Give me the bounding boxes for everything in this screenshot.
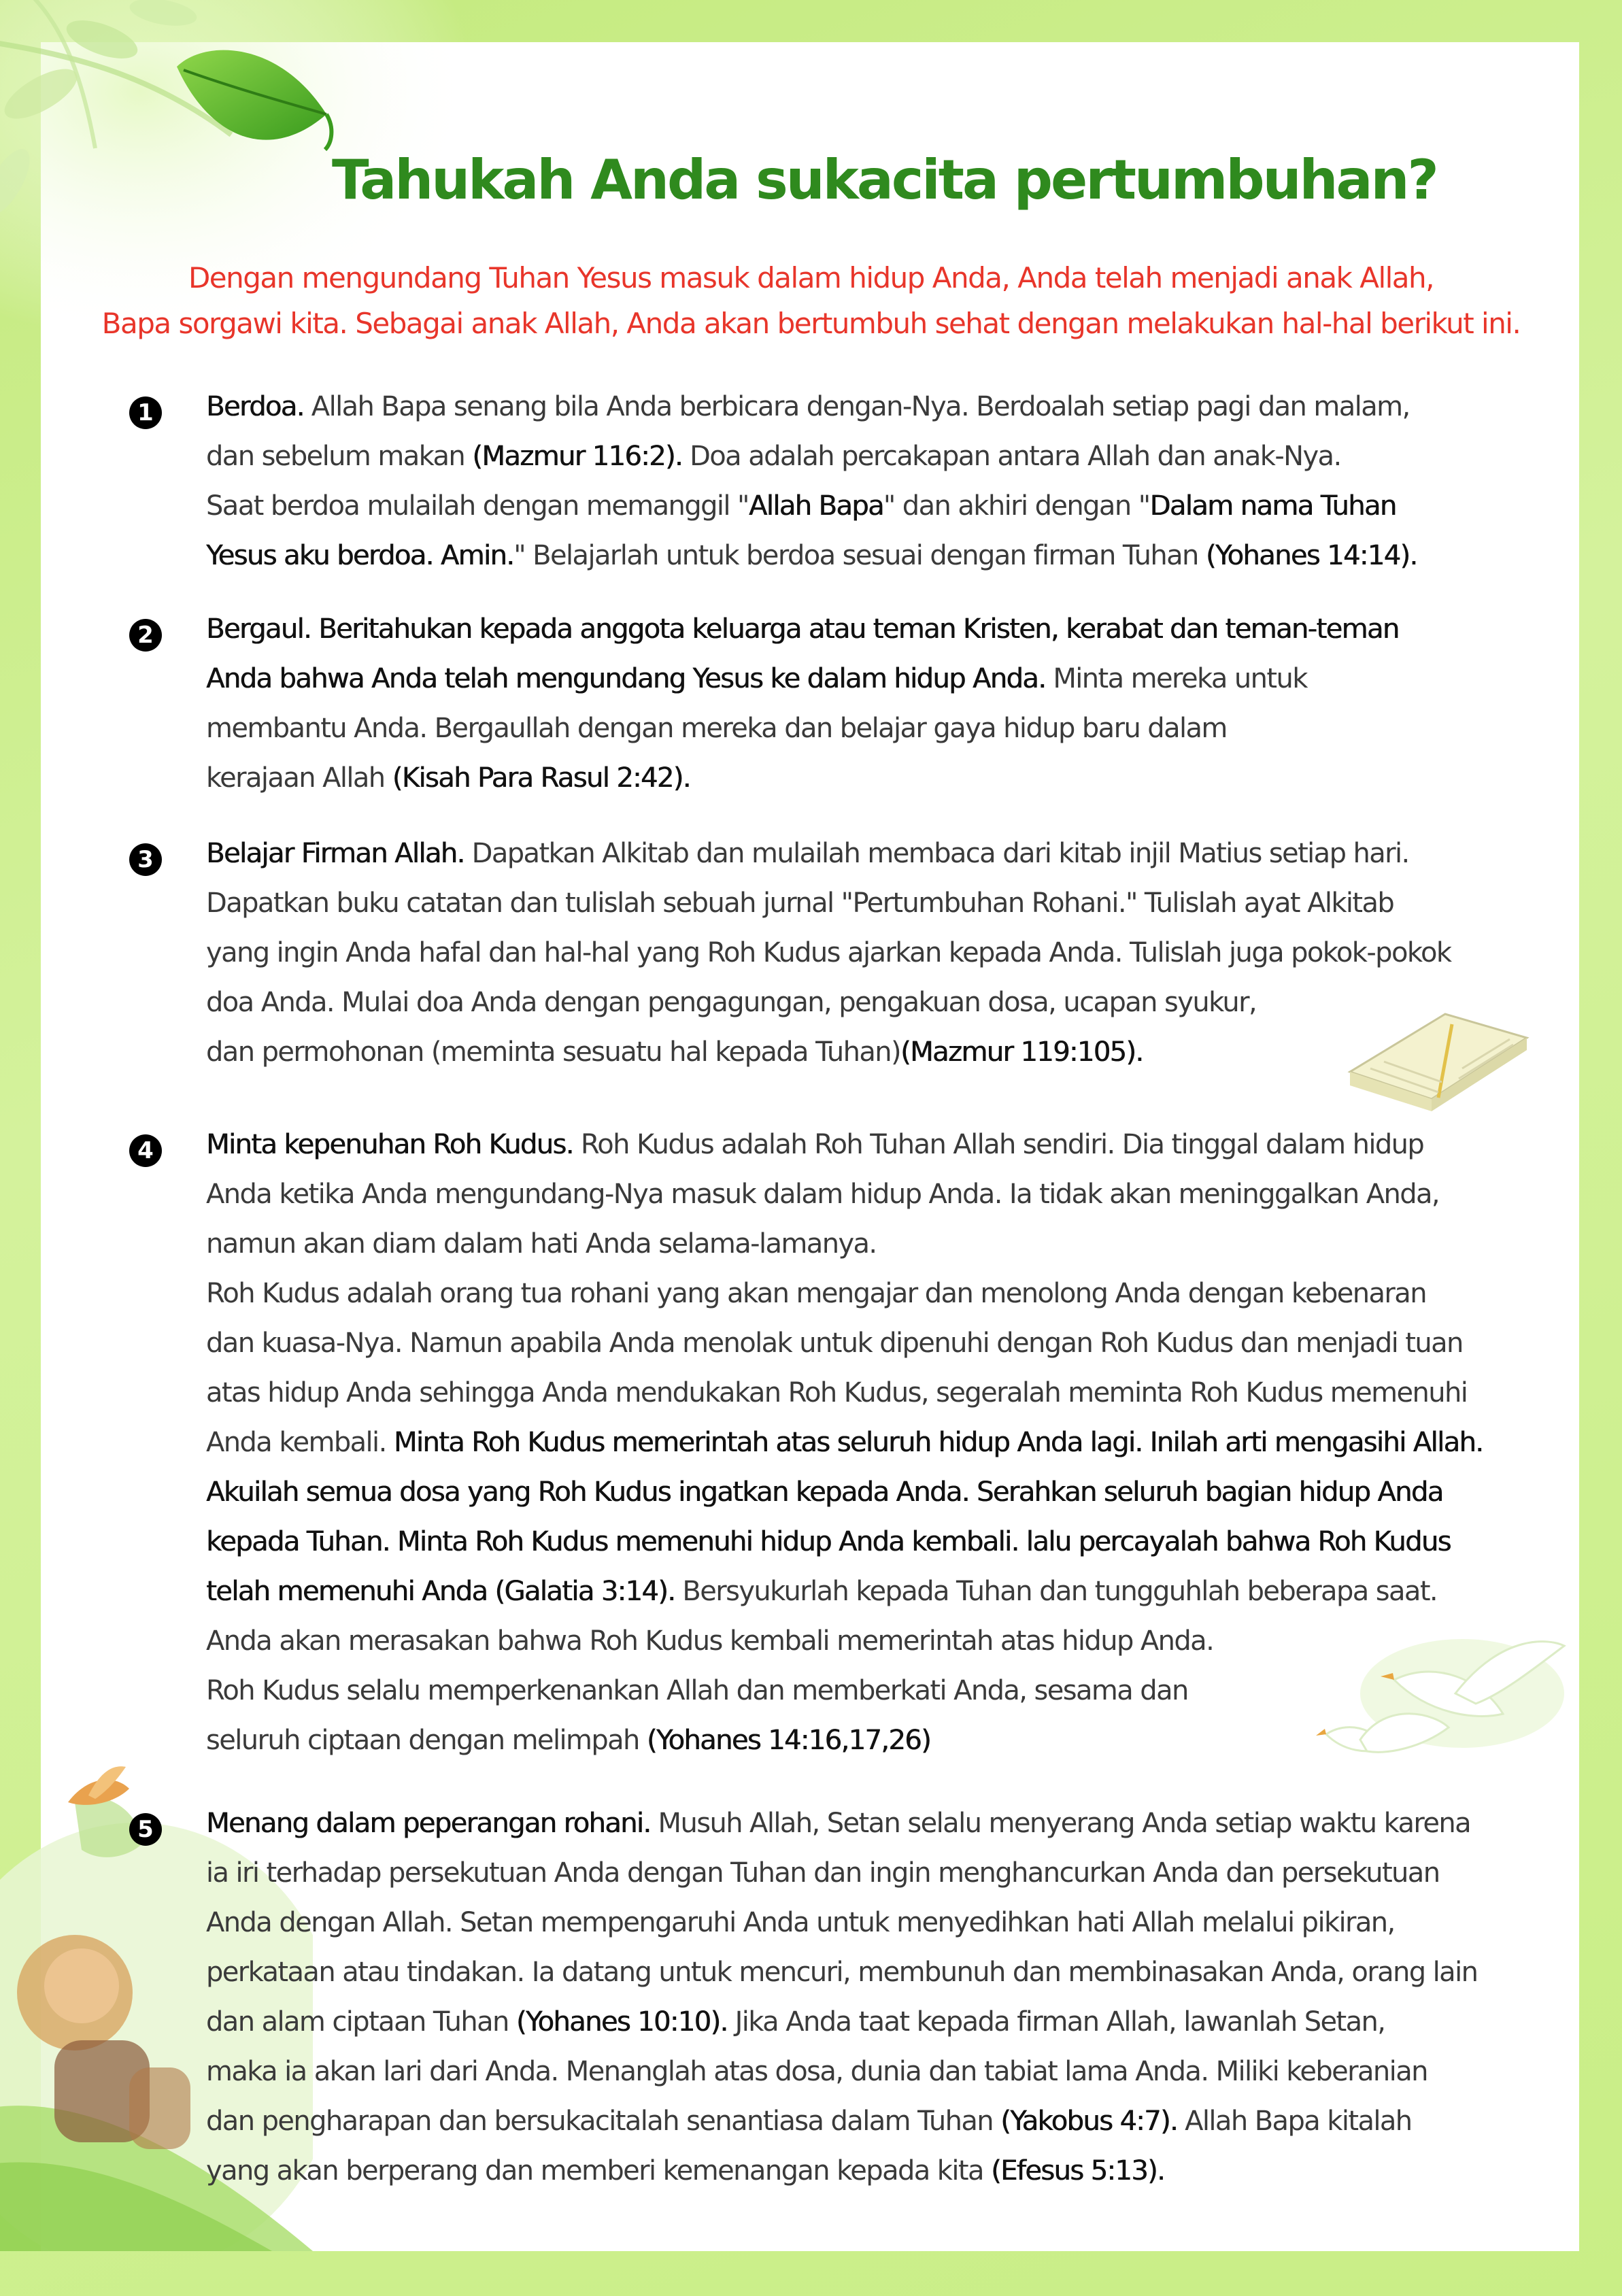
emphasis-text: (Yohanes 14:14).: [1205, 540, 1417, 571]
body-text: perkataan atau tindakan. Ia datang untuk mencuri, membunuh dan membinasakan Anda, orang lain: [206, 1957, 1478, 1988]
body-text: Roh Kudus adalah orang tua rohani yang akan mengajar dan menolong Anda dengan kebenaran: [206, 1278, 1426, 1309]
body-text: doa Anda. Mulai doa Anda dengan pengagungan, pengakuan dosa, ucapan syukur,: [206, 987, 1257, 1018]
body-text: Allah Bapa senang bila Anda berbicara dengan-Nya. Berdoalah setiap pagi dan malam,: [303, 391, 1410, 422]
item-text-line: [206, 1625, 1213, 1657]
emphasis-text: (Yohanes 14:16,17,26): [646, 1725, 930, 1756]
body-text: Saat berdoa mulailah dengan memanggil ": [206, 490, 749, 522]
item-text-line: [206, 490, 1396, 522]
body-text: dan sebelum makan: [206, 441, 473, 472]
intro-line-2: Bapa sorgawi kita. Sebagai anak Allah, Anda akan bertumbuh sehat dengan melakukan hal-hal berikut ini.: [101, 307, 1521, 340]
item-text-line: [206, 2155, 1164, 2187]
item-text-line: [206, 713, 1227, 744]
emphasis-text: kepada Tuhan. Minta Roh Kudus memenuhi hidup Anda kembali. lalu percayalah bahwa Roh Kudus: [206, 1526, 1451, 1557]
item-text-line: [206, 1278, 1426, 1309]
item-text-line: [206, 1725, 930, 1756]
item-number-badge: 2: [129, 619, 162, 652]
emphasis-text: Akuilah semua dosa yang Roh Kudus ingatkan kepada Anda. Serahkan seluruh bagian hidup Anda: [206, 1476, 1443, 1508]
body-text: Anda akan merasakan bahwa Roh Kudus kembali memerintah atas hidup Anda.: [206, 1625, 1214, 1657]
item-text-line: [206, 1808, 1470, 1839]
emphasis-text: Allah Bapa: [748, 490, 883, 522]
emphasis-text: Minta kepenuhan Roh Kudus.: [206, 1129, 573, 1160]
item-text-line: [206, 1427, 1483, 1458]
emphasis-text: (Yakobus 4:7).: [1000, 2106, 1178, 2137]
item-text-line: [206, 1675, 1188, 1706]
item-text-line: [206, 540, 1417, 571]
item-text-line: [206, 663, 1307, 694]
item-text-line: [206, 613, 1398, 645]
emphasis-text: Minta Roh Kudus memerintah atas seluruh hidup Anda lagi. Inilah arti mengasihi Allah.: [393, 1427, 1483, 1458]
body-text: yang akan berperang dan memberi kemenangan kepada kita: [206, 2155, 991, 2187]
body-text: dan permohonan (meminta sesuatu hal kepada Tuhan): [206, 1036, 901, 1068]
item-text-line: [206, 987, 1256, 1018]
item-number-badge: 3: [129, 843, 162, 876]
body-text: Jika Anda taat kepada firman Allah, lawanlah Setan,: [727, 2006, 1385, 2038]
item-text-line: [206, 2006, 1385, 2038]
emphasis-text: Yesus aku berdoa. Amin.: [206, 540, 514, 571]
emphasis-text: (Efesus 5:13).: [991, 2155, 1165, 2187]
emphasis-text: Anda bahwa Anda telah mengundang Yesus ke dalam hidup Anda.: [206, 663, 1046, 694]
item-number-badge: 1: [129, 396, 162, 429]
emphasis-text: Belajar Firman Allah.: [206, 838, 464, 869]
item-text-line: [206, 2106, 1412, 2137]
emphasis-text: (Kisah Para Rasul 2:42).: [392, 762, 690, 794]
emphasis-text: (Mazmur 116:2).: [472, 441, 682, 472]
item-text-line: [206, 1179, 1439, 1210]
body-text: Dapatkan Alkitab dan mulailah membaca dari kitab injil Matius setiap hari.: [464, 838, 1409, 869]
item-text-line: [206, 1328, 1463, 1359]
body-text: Anda dengan Allah. Setan mempengaruhi Anda untuk menyedihkan hati Allah melalui pikiran,: [206, 1907, 1395, 1938]
item-text-line: [206, 1377, 1467, 1408]
body-text: kerajaan Allah: [206, 762, 392, 794]
body-text: seluruh ciptaan dengan melimpah: [206, 1725, 647, 1756]
item-text-line: [206, 1857, 1439, 1889]
body-text: maka ia akan lari dari Anda. Menanglah atas dosa, dunia dan tabiat lama Anda. Miliki keberanian: [206, 2056, 1427, 2087]
body-text: Doa adalah percakapan antara Allah dan anak-Nya.: [681, 441, 1341, 472]
emphasis-text: (Mazmur 119:105).: [900, 1036, 1143, 1068]
body-text: Minta mereka untuk: [1045, 663, 1307, 694]
item-text-line: [206, 1526, 1451, 1557]
body-text: " Belajarlah untuk berdoa sesuai dengan firman Tuhan: [513, 540, 1206, 571]
body-text: Roh Kudus selalu memperkenankan Allah dan memberkati Anda, sesama dan: [206, 1675, 1188, 1706]
body-text: Allah Bapa kitalah: [1177, 2106, 1412, 2137]
body-text: Roh Kudus adalah Roh Tuhan Allah sendiri. Dia tinggal dalam hidup: [573, 1129, 1424, 1160]
item-text-line: [206, 441, 1341, 472]
body-text: yang ingin Anda hafal dan hal-hal yang Roh Kudus ajarkan kepada Anda. Tulislah juga pokok-pokok: [206, 937, 1451, 968]
body-text: " dan akhiri dengan ": [883, 490, 1150, 522]
body-text: dan alam ciptaan Tuhan: [206, 2006, 516, 2038]
item-text-line: [206, 1957, 1477, 1988]
item-text-line: [206, 1036, 1143, 1068]
body-text: Anda ketika Anda mengundang-Nya masuk dalam hidup Anda. Ia tidak akan meninggalkan Anda,: [206, 1179, 1440, 1210]
open-book-illustration: [1343, 997, 1534, 1113]
flying-birds-illustration: [1279, 1619, 1578, 1816]
item-text-line: [206, 1228, 877, 1260]
item-text-line: [206, 937, 1451, 968]
emphasis-text: Dalam nama Tuhan: [1149, 490, 1396, 522]
emphasis-text: (Yohanes 10:10).: [516, 2006, 728, 2038]
item-number-badge: 4: [129, 1134, 162, 1167]
item-text-line: [206, 1576, 1437, 1607]
emphasis-text: Berdoa.: [206, 391, 304, 422]
body-text: membantu Anda. Bergaullah dengan mereka dan belajar gaya hidup baru dalam: [206, 713, 1227, 744]
body-text: dan kuasa-Nya. Namun apabila Anda menolak untuk dipenuhi dengan Roh Kudus dan menjadi tuan: [206, 1328, 1463, 1359]
item-text-line: [206, 762, 690, 794]
item-text-line: [206, 1476, 1442, 1508]
small-bird-illustration: [61, 1761, 136, 1823]
body-text: atas hidup Anda sehingga Anda mendukakan Roh Kudus, segeralah meminta Roh Kudus memenuhi: [206, 1377, 1468, 1408]
body-text: Bersyukurlah kepada Tuhan dan tungguhlah beberapa saat.: [675, 1576, 1438, 1607]
item-text-line: [206, 1907, 1395, 1938]
body-text: dan pengharapan dan bersukacitalah senantiasa dalam Tuhan: [206, 2106, 1001, 2137]
item-text-line: [206, 888, 1393, 919]
item-text-line: [206, 2056, 1427, 2087]
body-text: namun akan diam dalam hati Anda selama-lamanya.: [206, 1228, 877, 1260]
item-text-line: [206, 838, 1409, 869]
body-text: Dapatkan buku catatan dan tulislah sebuah jurnal "Pertumbuhan Rohani." Tulislah ayat Alkitab: [206, 888, 1394, 919]
item-text-line: [206, 391, 1410, 422]
body-text: Musuh Allah, Setan selalu menyerang Anda setiap waktu karena: [650, 1808, 1471, 1839]
body-text: ia iri terhadap persekutuan Anda dengan Tuhan dan ingin menghancurkan Anda dan persekutuan: [206, 1857, 1440, 1889]
item-number-badge: 5: [129, 1813, 162, 1846]
emphasis-text: Menang dalam peperangan rohani.: [206, 1808, 651, 1839]
emphasis-text: Bergaul. Beritahukan kepada anggota keluarga atau teman Kristen, kerabat dan teman-teman: [206, 613, 1399, 645]
intro-line-1: Dengan mengundang Tuhan Yesus masuk dalam hidup Anda, Anda telah menjadi anak Allah,: [188, 261, 1434, 294]
page-title: Tahukah Anda sukacita pertumbuhan?: [332, 148, 1437, 212]
body-text: Anda kembali.: [206, 1427, 394, 1458]
emphasis-text: telah memenuhi Anda (Galatia 3:14).: [206, 1576, 675, 1607]
item-text-line: [206, 1129, 1423, 1160]
